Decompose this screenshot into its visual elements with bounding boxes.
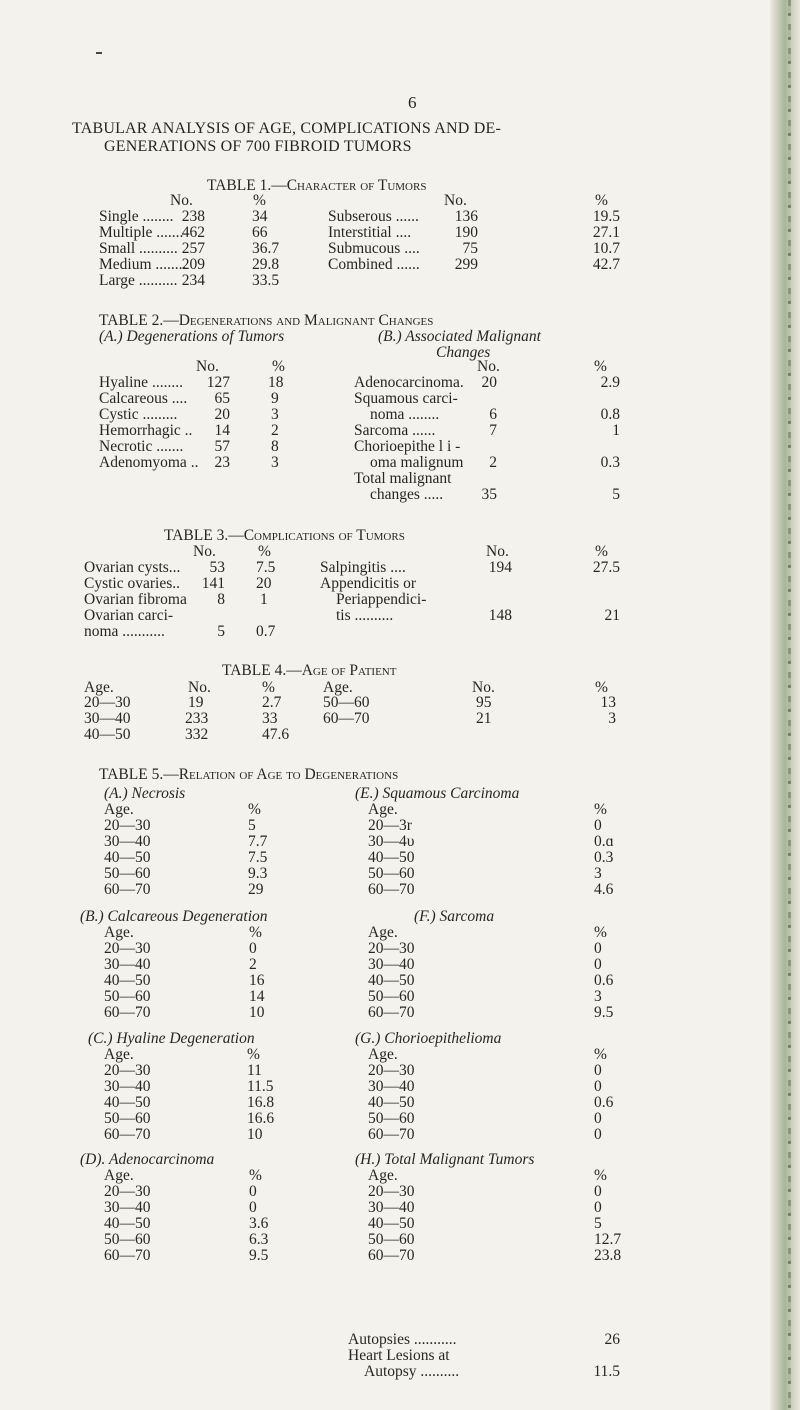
t3-pct: 21 xyxy=(604,607,620,624)
t4-pct: 2.7 xyxy=(262,694,282,711)
t2-a-pct: 2 xyxy=(271,422,279,439)
t5-h-pct: 5 xyxy=(594,1215,602,1232)
t5-a-age: 40—50 xyxy=(104,849,151,866)
t5-f-pct: 0 xyxy=(594,940,602,957)
t4-no: 19 xyxy=(188,694,204,711)
t3-no: 5 xyxy=(217,623,225,640)
t4-age: 60—70 xyxy=(323,710,370,727)
t5-b-age: 60—70 xyxy=(104,1004,151,1021)
t5-a-age: 20—30 xyxy=(104,817,151,834)
t5-c-age: 40—50 xyxy=(104,1094,151,1111)
t1-row-label: Single ........ xyxy=(99,208,174,225)
t5-d-col-age: Age. xyxy=(104,1167,134,1184)
t4-age: 20—30 xyxy=(84,694,131,711)
t1-row-pct: 10.7 xyxy=(592,240,620,257)
t5-h-pct: 12.7 xyxy=(594,1231,622,1248)
t2-a-label: Adenomyoma .. xyxy=(99,454,199,471)
t1-row-no: 209 xyxy=(181,256,205,273)
t5-g-col-pct: % xyxy=(594,1046,607,1063)
t5-autopsy-label: Autopsy .......... xyxy=(364,1363,460,1380)
t3-label: Ovarian cysts... xyxy=(84,559,181,576)
t5-d-pct: 9.5 xyxy=(249,1247,269,1264)
t5-d-age: 20—30 xyxy=(104,1183,151,1200)
t5-d-age: 60—70 xyxy=(104,1247,151,1264)
t5-e-pct: 3 xyxy=(594,865,602,882)
t3-no: 53 xyxy=(209,559,225,576)
t5-h-age: 20—30 xyxy=(368,1183,415,1200)
t5-d-title: (D). Adenocarcinoma xyxy=(80,1151,215,1168)
t5-f-pct: 3 xyxy=(594,988,602,1005)
t5-f-pct: 0.6 xyxy=(594,972,614,989)
t5-g-age: 40—50 xyxy=(368,1094,415,1111)
t2-b-no: 20 xyxy=(481,374,497,391)
t1-row-no: 75 xyxy=(462,240,478,257)
t5-a-pct: 9.3 xyxy=(248,865,268,882)
t2-b-label: changes ..... xyxy=(370,486,444,503)
t5-g-age: 20—30 xyxy=(368,1062,415,1079)
t5-e-age: 40—50 xyxy=(368,849,415,866)
t5-b-age: 50—60 xyxy=(104,988,151,1005)
t3-no: 148 xyxy=(488,607,512,624)
t5-d-pct: 3.6 xyxy=(249,1215,269,1232)
title-line-1: TABULAR ANALYSIS OF AGE, COMPLICATIONS AND DE- xyxy=(72,120,502,137)
t5-h-col-pct: % xyxy=(594,1167,607,1184)
t5-autopsies-value: 26 xyxy=(604,1331,620,1348)
t5-e-title: (E.) Squamous Carcinoma xyxy=(355,785,520,802)
t5-d-age: 40—50 xyxy=(104,1215,151,1232)
t5-f-age: 50—60 xyxy=(368,988,415,1005)
t3-pct: 1 xyxy=(260,591,268,608)
t5-h-title: (H.) Total Malignant Tumors xyxy=(355,1151,535,1168)
t5-a-pct: 5 xyxy=(248,817,256,834)
t5-heart-lesions-label: Heart Lesions at xyxy=(348,1347,450,1364)
t1-row-pct: 66 xyxy=(252,224,268,241)
t2-a-label: Calcareous .... xyxy=(99,390,188,407)
t2-a-no: 127 xyxy=(206,374,230,391)
t5-autopsy-value: 11.5 xyxy=(593,1363,620,1380)
t5-c-pct: 11.5 xyxy=(247,1078,274,1095)
t1-row-pct: 27.1 xyxy=(592,224,620,241)
t2-sub-b-line-1: (B.) Associated Malignant xyxy=(378,328,541,345)
t5-a-pct: 7.5 xyxy=(248,849,268,866)
t5-g-pct: 0 xyxy=(594,1126,602,1143)
t5-h-age: 60—70 xyxy=(368,1247,415,1264)
t4-col-age: Age. xyxy=(84,679,114,696)
t3-label: Salpingitis .... xyxy=(320,559,406,576)
t5-b-pct: 16 xyxy=(249,972,265,989)
t5-c-pct: 11 xyxy=(247,1062,262,1079)
t2-a-pct: 9 xyxy=(271,390,279,407)
t5-c-title: (C.) Hyaline Degeneration xyxy=(88,1030,255,1047)
t5-d-pct: 6.3 xyxy=(249,1231,269,1248)
t4-no: 233 xyxy=(185,710,209,727)
t5-a-age: 60—70 xyxy=(104,881,151,898)
t5-g-age: 50—60 xyxy=(368,1110,415,1127)
t1-col-no: No. xyxy=(170,192,193,209)
t2-a-pct: 8 xyxy=(271,438,279,455)
t1-row-pct: 42.7 xyxy=(592,256,620,273)
t5-g-age: 30—40 xyxy=(368,1078,415,1095)
t5-e-pct: 0.3 xyxy=(594,849,614,866)
t4-age: 40—50 xyxy=(84,726,131,743)
t2-col-pct: % xyxy=(272,358,285,375)
t1-row-label: Combined ...... xyxy=(328,256,420,273)
title-line-2: GENERATIONS OF 700 FIBROID TUMORS xyxy=(104,138,412,155)
t2-col-no-b: No. xyxy=(477,358,500,375)
t2-b-pct: 1 xyxy=(612,422,620,439)
t5-f-age: 30—40 xyxy=(368,956,415,973)
table-2-title: TABLE 2.—Degenerations and Malignant Changes xyxy=(99,312,434,329)
t5-d-col-pct: % xyxy=(249,1167,262,1184)
t1-col-pct-right: % xyxy=(595,192,608,209)
t4-col-pct: % xyxy=(262,679,275,696)
t3-no: 194 xyxy=(488,559,512,576)
t3-label: Periappendici- xyxy=(336,591,427,608)
t5-c-pct: 16.8 xyxy=(247,1094,275,1111)
t5-g-pct: 0 xyxy=(594,1062,602,1079)
t2-a-label: Hemorrhagic .. xyxy=(99,422,193,439)
t5-f-col-pct: % xyxy=(594,924,607,941)
t5-e-pct: 4.6 xyxy=(594,881,614,898)
t3-label: Appendicitis or xyxy=(320,575,416,592)
t5-c-pct: 10 xyxy=(247,1126,263,1143)
t5-b-pct: 14 xyxy=(249,988,265,1005)
t1-row-pct: 36.7 xyxy=(252,240,280,257)
t5-g-pct: 0 xyxy=(594,1110,602,1127)
t1-row-label: Medium ........ xyxy=(99,256,187,273)
t5-h-age: 30—40 xyxy=(368,1199,415,1216)
t4-no: 95 xyxy=(476,694,492,711)
t1-col-pct: % xyxy=(253,192,266,209)
t1-row-pct: 29.8 xyxy=(252,256,280,273)
t4-col-pct-right: % xyxy=(595,679,608,696)
paper-mark xyxy=(96,52,102,54)
t2-a-no: 14 xyxy=(214,422,230,439)
t2-col-no: No. xyxy=(196,358,219,375)
t3-no: 8 xyxy=(217,591,225,608)
t3-pct: 0.7 xyxy=(256,623,276,640)
t2-a-no: 20 xyxy=(214,406,230,423)
t5-c-age: 60—70 xyxy=(104,1126,151,1143)
t5-e-age: 50—60 xyxy=(368,865,415,882)
t4-age: 50—60 xyxy=(323,694,370,711)
t5-c-pct: 16.6 xyxy=(247,1110,275,1127)
table-3-title: TABLE 3.—Complications of Tumors xyxy=(164,527,405,544)
t2-b-no: 2 xyxy=(489,454,497,471)
t5-h-age: 50—60 xyxy=(368,1231,415,1248)
t2-a-pct: 3 xyxy=(271,454,279,471)
t5-c-age: 20—30 xyxy=(104,1062,151,1079)
t2-b-no: 35 xyxy=(481,486,497,503)
t5-a-age: 50—60 xyxy=(104,865,151,882)
t5-f-pct: 9.5 xyxy=(594,1004,614,1021)
t3-label: Ovarian carci- xyxy=(84,607,174,624)
t3-col-pct: % xyxy=(258,543,271,560)
t1-row-label: Interstitial .... xyxy=(328,224,412,241)
t2-b-label: Sarcoma ...... xyxy=(354,422,436,439)
t1-row-label: Multiple ....... xyxy=(99,224,184,241)
t4-age: 30—40 xyxy=(84,710,131,727)
t5-f-pct: 0 xyxy=(594,956,602,973)
t3-label: noma ........... xyxy=(84,623,165,640)
t3-label: Cystic ovaries.. xyxy=(84,575,180,592)
t1-row-label: Large .......... xyxy=(99,272,178,289)
t1-row-pct: 33.5 xyxy=(252,272,280,289)
t2-a-pct: 3 xyxy=(271,406,279,423)
t3-no: 141 xyxy=(201,575,225,592)
t2-b-label: Total malignant xyxy=(354,470,452,487)
t5-a-col-pct: % xyxy=(248,801,261,818)
t3-pct: 7.5 xyxy=(256,559,276,576)
t4-pct: 33 xyxy=(262,710,278,727)
t3-col-no-right: No. xyxy=(486,543,509,560)
t3-pct: 27.5 xyxy=(592,559,620,576)
t2-a-no: 65 xyxy=(214,390,230,407)
table-4-title: TABLE 4.—Age of Patient xyxy=(222,662,397,679)
t5-f-title: (F.) Sarcoma xyxy=(414,908,495,925)
t5-b-title: (B.) Calcareous Degeneration xyxy=(80,908,268,925)
t5-b-col-age: Age. xyxy=(104,924,134,941)
t1-col-no-right: No. xyxy=(444,192,467,209)
t5-f-age: 40—50 xyxy=(368,972,415,989)
t5-e-age: 30—4υ xyxy=(368,833,415,850)
t5-g-title: (G.) Chorioepithelioma xyxy=(355,1030,502,1047)
t2-b-no: 6 xyxy=(489,406,497,423)
t5-c-age: 30—40 xyxy=(104,1078,151,1095)
t1-row-label: Submucous .... xyxy=(328,240,420,257)
t2-b-pct: 2.9 xyxy=(600,374,620,391)
t1-row-no: 238 xyxy=(181,208,205,225)
t5-a-title: (A.) Necrosis xyxy=(104,785,186,802)
t5-d-pct: 0 xyxy=(249,1199,257,1216)
t2-b-label: Adenocarcinoma. xyxy=(354,374,464,391)
t5-h-pct: 23.8 xyxy=(594,1247,622,1264)
table-5-title: TABLE 5.—Relation of Age to Degenerations xyxy=(99,766,399,783)
t5-h-pct: 0 xyxy=(594,1183,602,1200)
t4-no: 332 xyxy=(185,726,209,743)
t4-pct: 13 xyxy=(600,694,616,711)
t4-col-no: No. xyxy=(188,679,211,696)
t4-col-no-right: No. xyxy=(472,679,495,696)
t5-b-age: 30—40 xyxy=(104,956,151,973)
t2-b-label: noma ........ xyxy=(370,406,440,423)
t5-f-age: 60—70 xyxy=(368,1004,415,1021)
t5-h-pct: 0 xyxy=(594,1199,602,1216)
t2-a-no: 23 xyxy=(214,454,230,471)
t5-a-pct: 29 xyxy=(248,881,264,898)
t2-b-label: Chorioepithe l i - xyxy=(354,438,461,455)
t5-b-pct: 10 xyxy=(249,1004,265,1021)
t1-row-pct: 34 xyxy=(252,208,268,225)
t5-c-col-age: Age. xyxy=(104,1046,134,1063)
t4-col-age-right: Age. xyxy=(323,679,353,696)
t1-row-pct: 19.5 xyxy=(592,208,620,225)
t4-no: 21 xyxy=(476,710,492,727)
t1-row-no: 257 xyxy=(181,240,205,257)
t5-b-pct: 2 xyxy=(249,956,257,973)
t5-f-col-age: Age. xyxy=(368,924,398,941)
t5-b-pct: 0 xyxy=(249,940,257,957)
t2-a-label: Necrotic ....... xyxy=(99,438,184,455)
t5-g-pct: 0 xyxy=(594,1078,602,1095)
t1-row-label: Subserous ...... xyxy=(328,208,419,225)
t5-g-pct: 0.6 xyxy=(594,1094,614,1111)
table-1-title: TABLE 1.—Character of Tumors xyxy=(207,177,427,194)
t5-f-age: 20—30 xyxy=(368,940,415,957)
t5-a-col-age: Age. xyxy=(104,801,134,818)
t2-a-label: Hyaline ........ xyxy=(99,374,183,391)
t5-h-col-age: Age. xyxy=(368,1167,398,1184)
t3-col-no: No. xyxy=(193,543,216,560)
page-edge-binding xyxy=(770,0,800,1410)
t5-c-col-pct: % xyxy=(247,1046,260,1063)
t5-b-col-pct: % xyxy=(249,924,262,941)
t5-e-age: 20—3r xyxy=(368,817,412,834)
t5-e-pct: 0.ɑ xyxy=(594,833,614,850)
t3-col-pct-right: % xyxy=(595,543,608,560)
t5-g-col-age: Age. xyxy=(368,1046,398,1063)
t3-label: Ovarian fibroma xyxy=(84,591,187,608)
t1-row-no: 462 xyxy=(181,224,205,241)
t5-a-age: 30—40 xyxy=(104,833,151,850)
t1-row-no: 136 xyxy=(454,208,478,225)
t2-a-label: Cystic ......... xyxy=(99,406,178,423)
t5-e-col-age: Age. xyxy=(368,801,398,818)
t2-b-label: oma malignum xyxy=(370,454,464,471)
t3-pct: 20 xyxy=(256,575,272,592)
t5-e-col-pct: % xyxy=(594,801,607,818)
t2-a-no: 57 xyxy=(214,438,230,455)
t5-d-age: 50—60 xyxy=(104,1231,151,1248)
t2-col-pct-b: % xyxy=(594,358,607,375)
t2-b-pct: 5 xyxy=(612,486,620,503)
t2-b-pct: 0.3 xyxy=(600,454,620,471)
t4-pct: 47.6 xyxy=(262,726,290,743)
t5-g-age: 60—70 xyxy=(368,1126,415,1143)
t1-row-no: 299 xyxy=(454,256,478,273)
t1-row-label: Small .......... xyxy=(99,240,178,257)
t2-sub-a: (A.) Degenerations of Tumors xyxy=(99,328,285,345)
t5-d-age: 30—40 xyxy=(104,1199,151,1216)
t5-a-pct: 7.7 xyxy=(248,833,268,850)
t1-row-no: 190 xyxy=(454,224,478,241)
t4-pct: 3 xyxy=(608,710,616,727)
t5-b-age: 40—50 xyxy=(104,972,151,989)
t2-b-pct: 0.8 xyxy=(600,406,620,423)
t2-sub-b-line-2: Changes xyxy=(436,344,491,361)
t5-autopsies-label: Autopsies ........... xyxy=(348,1331,457,1348)
t5-e-age: 60—70 xyxy=(368,881,415,898)
t5-c-age: 50—60 xyxy=(104,1110,151,1127)
t5-d-pct: 0 xyxy=(249,1183,257,1200)
t2-b-label: Squamous carci- xyxy=(354,390,458,407)
t5-b-age: 20—30 xyxy=(104,940,151,957)
t5-e-pct: 0 xyxy=(594,817,602,834)
t2-b-no: 7 xyxy=(489,422,497,439)
page-number: 6 xyxy=(408,93,417,112)
t1-row-no: 234 xyxy=(181,272,205,289)
t5-h-age: 40—50 xyxy=(368,1215,415,1232)
t3-label: tis .......... xyxy=(336,607,394,624)
t2-a-pct: 18 xyxy=(268,374,284,391)
